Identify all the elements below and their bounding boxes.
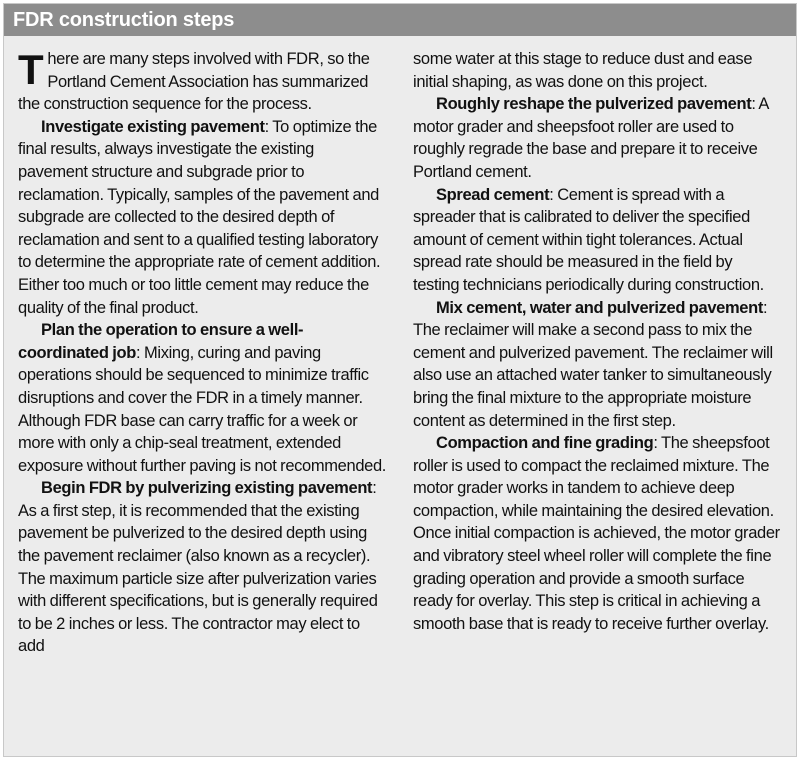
step-heading: Spread cement <box>436 185 550 204</box>
step-text: : A motor grader and sheepsfoot roller are used to roughly regrade the base and prepare it to receive Portland cement. <box>413 95 769 181</box>
continued-text: some water at this stage to reduce dust and ease initial shaping, as was done on this project. <box>413 50 753 91</box>
step-mix <box>413 297 782 433</box>
step-text: : Mixing, curing and paving operations should be sequenced to minimize traffic disruptions and cover the FDR in a timely manner. Although FDR base can carry traffic for a week or more with only a chip-seal treatment, extended exposure without further paving is not recommended. <box>18 343 387 475</box>
step-compaction <box>413 432 782 635</box>
step-text: : The sheepsfoot roller is used to compact the reclaimed mixture. The motor grader works in tandem to achieve deep compaction, while maintaining the desired elevation. Once initial compaction is achieved, the motor grader and vibratory steel wheel roller will complete the fine grading operation and provide a smooth surface ready for overlay. This step is critical in achieving a smooth base that is ready to receive further overlay. <box>413 434 780 633</box>
step-heading: Investigate existing pavement <box>41 117 265 136</box>
continued-paragraph <box>413 48 782 93</box>
step-text: : The reclaimer will make a second pass to mix the cement and pulverized pavement. The reclaimer will also use an attached water tanker to simultaneously bring the final mixture to the appropriate moisture content as determined in the first step. <box>413 298 773 430</box>
step-heading: Plan the operation to ensure a well-coordinated job <box>18 321 304 362</box>
step-heading: Begin FDR by pulverizing existing pavement <box>41 479 373 498</box>
intro-paragraph <box>18 48 387 116</box>
sidebar-box <box>3 3 797 757</box>
text-columns <box>4 36 796 658</box>
step-investigate <box>18 116 387 319</box>
step-spread-cement <box>413 184 782 297</box>
step-pulverize <box>18 477 387 658</box>
step-heading: Compaction and fine grading <box>436 434 654 453</box>
intro-text: There are many steps involved with FDR, so the Portland Cement Association has summarized the construction sequence for the process. <box>18 46 370 114</box>
step-text: : Cement is spread with a spreader that is calibrated to deliver the specified amount of cement within tight tolerances. Actual spread rate should be measured in the field by testing technicians periodically during construction. <box>413 185 764 294</box>
step-reshape <box>413 93 782 183</box>
step-heading: Mix cement, water and pulverized pavement <box>436 298 764 317</box>
column-right <box>413 48 782 658</box>
step-plan <box>18 319 387 477</box>
sidebar-title: FDR construction steps <box>4 4 796 36</box>
step-text: : As a first step, it is recommended that the existing pavement be pulverized to the desired depth using the pavement reclaimer (also known as a recycler). The maximum particle size after pulverization varies with different specifications, but is generally required to be 2 inches or less. The contractor may elect to add <box>18 479 378 656</box>
column-left <box>18 48 387 658</box>
step-text: : To optimize the final results, always investigate the existing pavement structure and subgrade prior to reclamation. Typically, samples of the pavement and subgrade are collected to the desired depth of reclamation and sent to a qualified testing laboratory to determine the appropriate rate of cement addition. Either too much or too little cement may reduce the quality of the final product. <box>18 117 381 317</box>
step-heading: Roughly reshape the pulverized pavement <box>436 95 752 114</box>
